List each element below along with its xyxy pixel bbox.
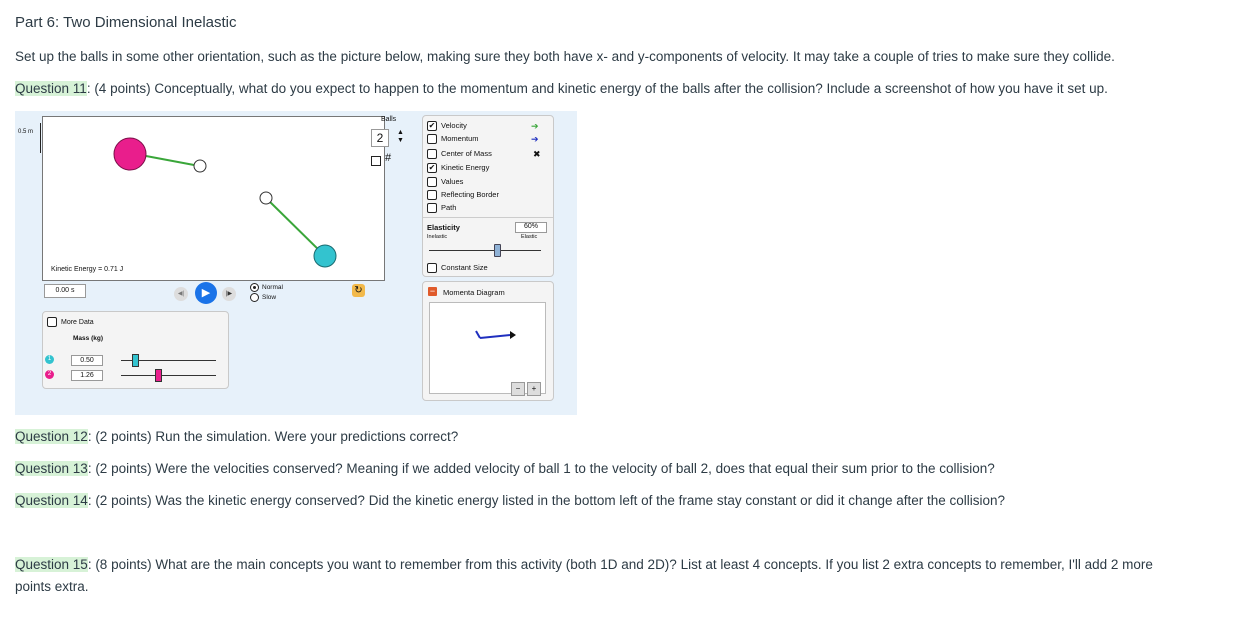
balls-label: Balls: [381, 116, 397, 123]
question-text: : (2 points) Was the kinetic energy conserved? Did the kinetic energy listed in the bottom left of the frame stay constant or did it change after the collision?: [87, 493, 1006, 508]
ball-2-badge: 2: [45, 370, 54, 379]
time-readout: 0.00 s: [44, 284, 86, 298]
mass-2-slider-track[interactable]: [121, 375, 216, 376]
ball-1-badge: 1: [45, 355, 54, 364]
options-panel: [422, 115, 554, 277]
question-12: [15, 429, 458, 444]
option-center-of-mass[interactable]: Center of Mass: [427, 149, 492, 159]
velocity-legend-arrow-icon: ➔: [531, 121, 539, 131]
more-data-option[interactable]: More Data: [47, 317, 94, 327]
question-text: : (2 points) Were the velocities conserved? Meaning if we added velocity of ball 1 to the velocity of ball 2, does that equal their sum prior to the collision?: [87, 461, 995, 476]
zoom-out-icon[interactable]: −: [511, 382, 525, 396]
balls-spinner-arrows[interactable]: ▲ ▼: [397, 129, 404, 144]
grid-checkbox[interactable]: [371, 156, 381, 166]
question-14: [15, 493, 1005, 508]
page-title: Part 6: Two Dimensional Inelastic: [15, 14, 237, 31]
velocity-checkbox[interactable]: ✔: [428, 121, 436, 131]
grid-icon: #: [385, 152, 392, 164]
play-area[interactable]: [42, 116, 385, 281]
elasticity-slider-thumb[interactable]: [494, 244, 501, 257]
kinetic-energy-checkbox[interactable]: ✔: [428, 163, 436, 173]
option-values[interactable]: Values: [427, 177, 463, 187]
question-label: Question 15: [15, 557, 88, 572]
momentum-legend-arrow-icon: ➔: [531, 134, 539, 144]
mass-header: Mass (kg): [73, 335, 103, 342]
question-label: Question 11: [15, 81, 87, 96]
elastic-label: Elastic: [521, 234, 538, 240]
momentum-checkbox[interactable]: [427, 134, 437, 144]
elasticity-slider-track[interactable]: [429, 250, 541, 251]
more-data-checkbox[interactable]: [47, 317, 57, 327]
question-15: [15, 557, 1153, 572]
collapse-icon[interactable]: −: [429, 286, 436, 296]
mass-ball-2-input[interactable]: 1.26: [71, 370, 103, 381]
mass-ball-1-input[interactable]: 0.50: [71, 355, 103, 366]
option-path[interactable]: Path: [427, 203, 456, 213]
question-13: [15, 461, 995, 476]
option-constant-size[interactable]: Constant Size: [427, 263, 488, 273]
scale-label: 0.5 m: [18, 129, 34, 135]
inelastic-label: Inelastic: [427, 234, 448, 240]
speed-normal-option[interactable]: Normal: [250, 283, 283, 292]
question-label: Question 13: [15, 461, 88, 476]
mass-1-slider-thumb[interactable]: [132, 354, 139, 367]
question-15-continuation: points extra.: [15, 579, 89, 594]
velocity-handle-1: [260, 192, 272, 204]
momenta-diagram-canvas: [429, 302, 546, 394]
option-velocity[interactable]: ✔ Velocity: [428, 121, 467, 131]
reset-button[interactable]: ↻: [352, 284, 365, 297]
step-forward-button[interactable]: |▶: [222, 287, 236, 301]
option-reflecting-border[interactable]: Reflecting Border: [427, 190, 499, 200]
question-text: : (8 points) What are the main concepts you want to remember from this activity (both 1D and 2D)? List at least 4 concepts. If you list 2 extra concepts to remember, I'll add 2 more: [87, 557, 1153, 572]
momenta-diagram-label: Momenta Diagram: [443, 288, 505, 297]
kinetic-energy-readout: Kinetic Energy = 0.71 J: [51, 266, 124, 273]
ball-1: [314, 245, 336, 267]
center-of-mass-x-icon: ✖: [533, 149, 541, 159]
path-checkbox[interactable]: [427, 203, 437, 213]
question-label: Question 12: [15, 429, 88, 444]
velocity-handle-2: [194, 160, 206, 172]
speed-slow-option[interactable]: Slow: [250, 293, 276, 302]
simulation-screenshot: [15, 111, 577, 415]
question-11: [15, 81, 1108, 96]
play-button[interactable]: ▶: [195, 282, 217, 304]
momenta-vectors: [430, 303, 545, 393]
option-kinetic-energy[interactable]: ✔ Kinetic Energy: [428, 163, 490, 173]
elasticity-value: 60%: [515, 222, 547, 233]
center-of-mass-checkbox[interactable]: [427, 149, 437, 159]
constant-size-checkbox[interactable]: [427, 263, 437, 273]
momentum-vector-2: [480, 335, 510, 338]
values-checkbox[interactable]: [427, 177, 437, 187]
option-momentum[interactable]: Momentum: [427, 134, 479, 144]
momenta-diagram-panel: [422, 281, 554, 401]
scale-bar: [40, 123, 41, 153]
divider: [423, 217, 553, 218]
mass-2-slider-thumb[interactable]: [155, 369, 162, 382]
question-text: : (4 points) Conceptually, what do you expect to happen to the momentum and kinetic energy of the balls after the collision? Include a screenshot of how you have it set up.: [86, 81, 1108, 96]
zoom-in-icon[interactable]: +: [527, 382, 541, 396]
question-text: : (2 points) Run the simulation. Were your predictions correct?: [87, 429, 459, 444]
momentum-vector-1: [476, 331, 480, 338]
setup-instructions: Set up the balls in some other orientation, such as the picture below, making sure they both have x- and y-components of velocity. It may take a couple of tries to make sure they collide.: [15, 49, 1115, 64]
elasticity-label: Elasticity: [427, 223, 460, 232]
mass-panel: [42, 311, 229, 389]
ball-2: [114, 138, 146, 170]
momentum-arrowhead: [510, 331, 516, 339]
step-back-button[interactable]: ◀|: [174, 287, 188, 301]
question-label: Question 14: [15, 493, 88, 508]
balls-count[interactable]: 2: [371, 129, 389, 147]
ball-scene: [43, 117, 384, 280]
reflecting-border-checkbox[interactable]: [427, 190, 437, 200]
